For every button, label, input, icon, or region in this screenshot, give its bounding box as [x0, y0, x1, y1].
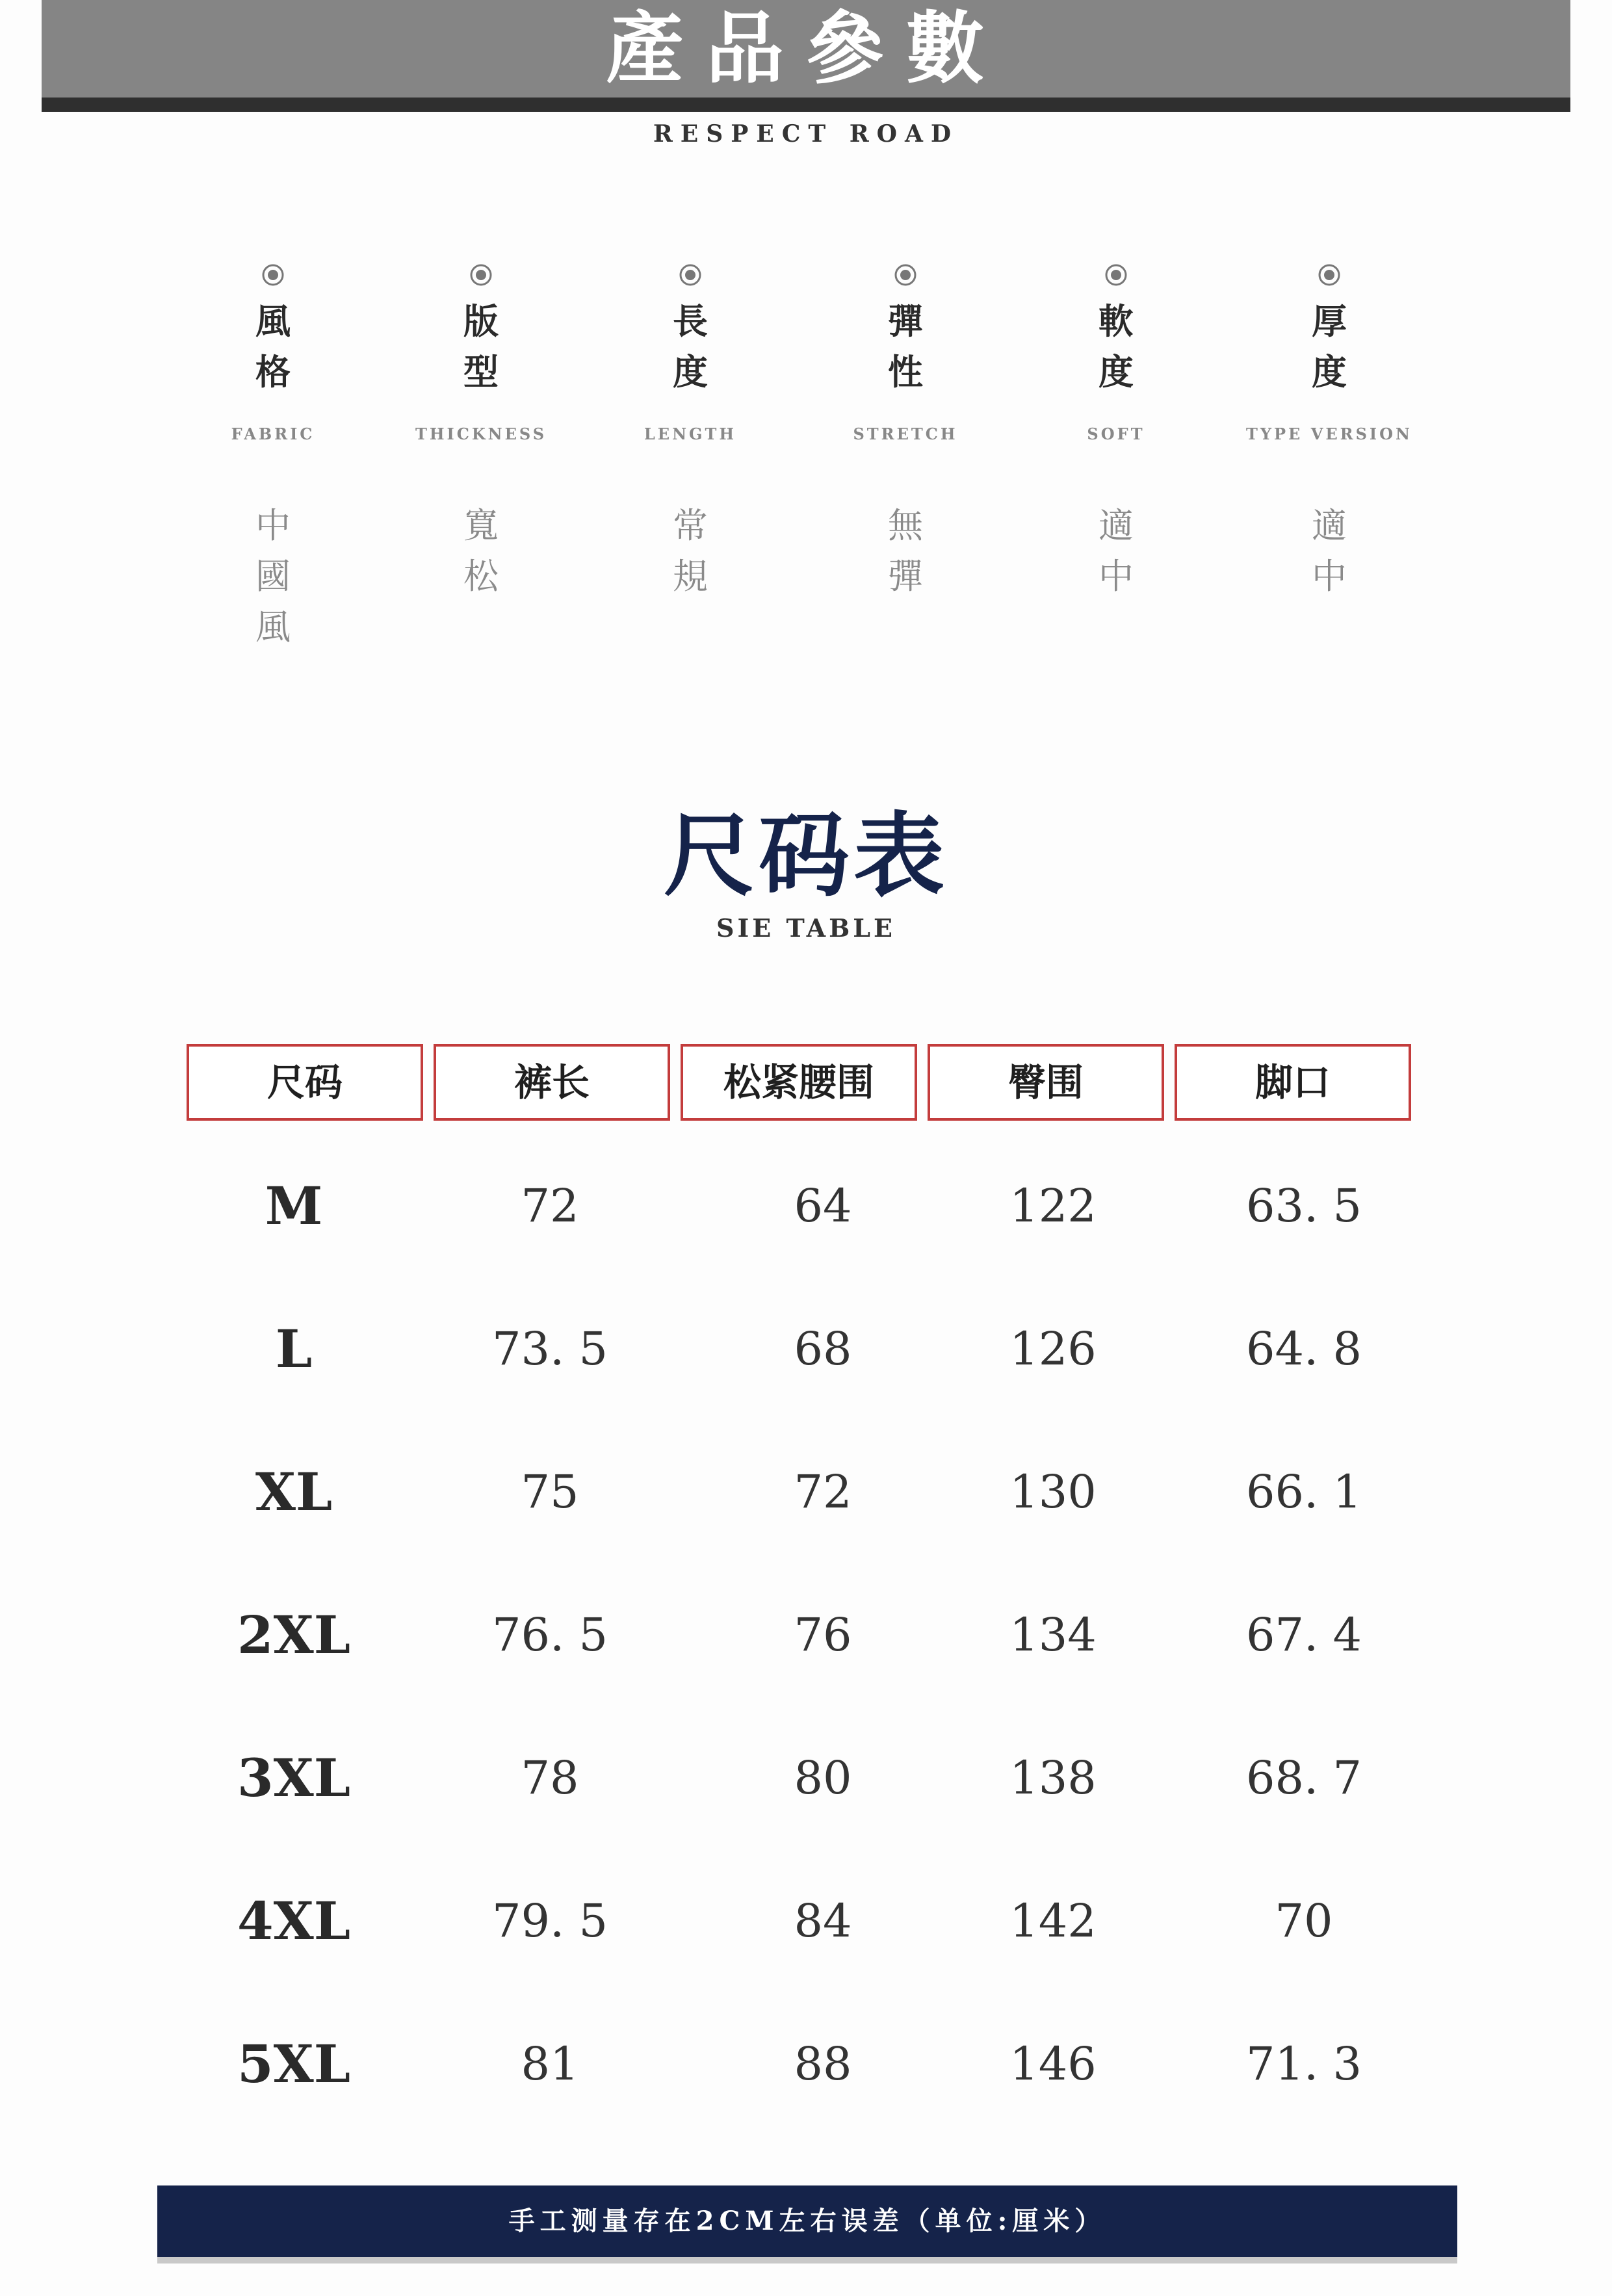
cell-leg-opening: 67. 4 [1245, 1608, 1362, 1662]
table-row [0, 1739, 1612, 1817]
cell-waist: 80 [794, 1751, 852, 1805]
cell-hip: 122 [1009, 1179, 1097, 1233]
param-name: 版 型 [463, 300, 499, 393]
param-thickness [1232, 263, 1427, 602]
cell-size: L [275, 1318, 313, 1379]
param-value: 適 中 [1312, 505, 1347, 597]
param-name: 彈 性 [888, 300, 923, 393]
cell-hip: 126 [1009, 1322, 1097, 1376]
param-name: 厚 度 [1312, 300, 1347, 393]
radio-dot-icon [894, 263, 917, 287]
cell-waist: 72 [794, 1465, 852, 1519]
param-english-label: THICKNESS [415, 424, 547, 443]
param-english-label: TYPE VERSION [1246, 424, 1412, 443]
param-english-label: FABRIC [231, 424, 315, 443]
cell-size: XL [255, 1461, 333, 1522]
table-row [0, 1596, 1612, 1674]
cell-size: 2XL [237, 1604, 350, 1665]
cell-leg-opening: 63. 5 [1245, 1179, 1362, 1233]
radio-dot-icon [1318, 263, 1341, 287]
cell-leg-opening: 64. 8 [1245, 1322, 1362, 1376]
param-style [176, 263, 370, 653]
cell-length: 73. 5 [491, 1322, 608, 1376]
cell-hip: 142 [1009, 1894, 1097, 1948]
table-row [0, 1453, 1612, 1531]
cell-waist: 76 [794, 1608, 852, 1662]
cell-hip: 130 [1009, 1465, 1097, 1519]
param-value: 中 國 風 [255, 505, 291, 647]
param-stretch [808, 263, 1003, 602]
table-row [0, 1882, 1612, 1960]
cell-hip: 134 [1009, 1608, 1097, 1662]
header-cell-length: 裤长 [434, 1044, 670, 1121]
radio-dot-icon [679, 263, 702, 287]
cell-hip: 138 [1009, 1751, 1097, 1805]
cell-leg-opening: 71. 3 [1245, 2037, 1362, 2091]
param-english-label: STRETCH [853, 424, 958, 443]
param-value: 適 中 [1098, 505, 1134, 597]
header-divider [42, 98, 1570, 112]
cell-leg-opening: 70 [1275, 1894, 1333, 1948]
cell-length: 72 [521, 1179, 579, 1233]
param-softness [1019, 263, 1214, 602]
param-english-label: SOFT [1087, 424, 1145, 443]
cell-length: 75 [521, 1465, 579, 1519]
header-cell-leg-opening: 脚口 [1175, 1044, 1411, 1121]
cell-size: 5XL [237, 2033, 350, 2094]
measurement-note: 手工测量存在2CM左右误差（单位:厘米） [508, 2206, 1106, 2236]
cell-size: 4XL [237, 1890, 350, 1951]
cell-length: 79. 5 [491, 1894, 608, 1948]
param-name: 長 度 [673, 300, 708, 393]
header-cell-hip: 臀围 [928, 1044, 1164, 1121]
param-value: 常 規 [673, 505, 708, 597]
cell-length: 78 [521, 1751, 579, 1805]
param-length [593, 263, 788, 602]
param-fit [384, 263, 578, 602]
header-cell-size: 尺码 [187, 1044, 423, 1121]
param-value: 無 彈 [888, 505, 923, 597]
size-table-title: 尺码表 [663, 803, 948, 909]
cell-size: M [265, 1175, 323, 1236]
param-value: 寬 松 [463, 505, 499, 597]
cell-hip: 146 [1009, 2037, 1097, 2091]
radio-dot-icon [261, 263, 285, 287]
table-row [0, 1167, 1612, 1245]
page-title: 產品參數 [606, 3, 1006, 94]
cell-waist: 84 [794, 1894, 852, 1948]
cell-length: 76. 5 [491, 1608, 608, 1662]
header-cell-waist: 松紧腰围 [681, 1044, 917, 1121]
page-subtitle: RESPECT ROAD [653, 120, 959, 148]
cell-leg-opening: 68. 7 [1245, 1751, 1362, 1805]
cell-waist: 68 [794, 1322, 852, 1376]
table-row [0, 2025, 1612, 2103]
table-row [0, 1310, 1612, 1388]
cell-leg-opening: 66. 1 [1245, 1465, 1362, 1519]
param-name: 軟 度 [1098, 300, 1134, 393]
cell-size: 3XL [237, 1747, 350, 1808]
param-name: 風 格 [255, 300, 291, 393]
param-english-label: LENGTH [644, 424, 737, 443]
footer-shadow [157, 2257, 1457, 2263]
cell-waist: 88 [794, 2037, 852, 2091]
radio-dot-icon [1104, 263, 1128, 287]
size-table-subtitle: SIE TABLE [716, 913, 896, 943]
cell-length: 81 [521, 2037, 579, 2091]
cell-waist: 64 [794, 1179, 852, 1233]
radio-dot-icon [469, 263, 493, 287]
